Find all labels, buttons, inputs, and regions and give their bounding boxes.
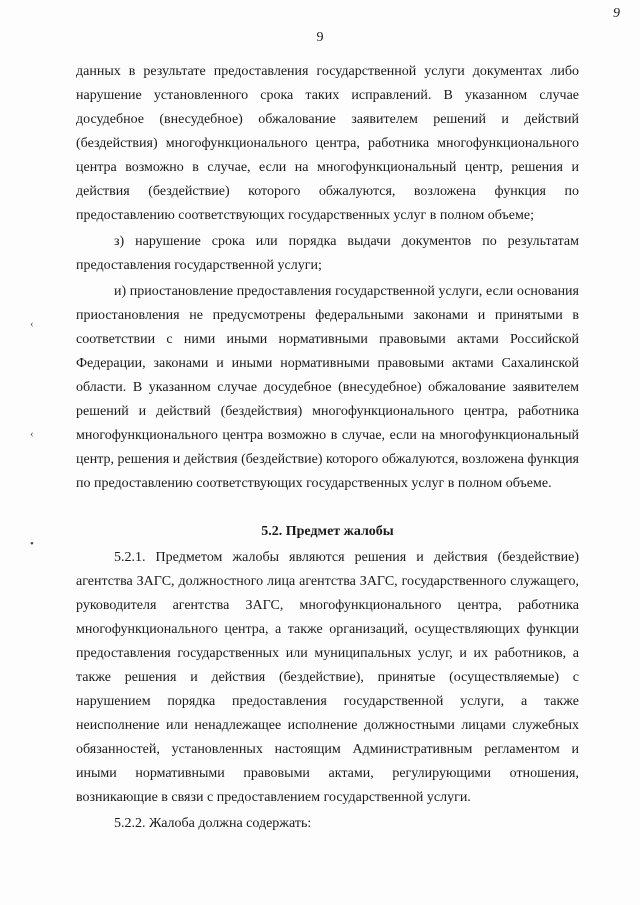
paragraph-item-i: и) приостановление предоставления государственной услуги, если основания приостановления не предусмотрены федеральными законами и принятыми в соответствии с ними иными нормативными правовыми актами Российской Федерации, законами и иными нормативными правовыми актами Сахалинской области. В указанном случае досудебное (внесудебное) обжалование заявителем решений и действий (бездействия) многофункционального центра, работника многофункционального центра возможно в случае, если на многофункциональный центр, решения и действия (бездействие) которого обжалуются, возложена функция по предоставлению соответствующих государственных услуг в полном объеме. xyxy=(76,284,579,491)
paragraph-item-z: з) нарушение срока или порядка выдачи документов по результатам предоставления государственной услуги; xyxy=(76,234,579,273)
margin-tick-mark: ‹ xyxy=(30,428,34,440)
section-heading: 5.2. Предмет жалобы xyxy=(261,524,394,539)
margin-dot-mark: • xyxy=(30,538,34,550)
paragraph-5-2-2: 5.2.2. Жалоба должна содержать: xyxy=(114,816,312,831)
paragraph-continuation: данных в результате предоставления государственной услуги документах либо нарушение установленного срока таких исправлений. В указанном случае досудебное (внесудебное) обжалование заявителем решений и действий (бездействия) многофункционального центра, работника многофункционального центра возможно в случае, если на многофункциональный центр, решения и действия (бездействие) которого обжалуются, возложена функция по предоставлению соответствующих государственных услуг в полном объеме; xyxy=(76,64,579,223)
corner-mark: 9 xyxy=(613,6,620,21)
paragraph-5-2-1: 5.2.1. Предметом жалобы являются решения и действия (бездействие) агентства ЗАГС, должностного лица агентства ЗАГС, государственного служащего, руководителя агентства ЗАГС, многофункционального центра, работника многофункционального центра, а также организаций, осуществляющих функции предоставления государственных или муниципальных услуг, и их работников, а также решения и действия (бездействие), принятые (осуществляемые) с нарушением порядка предоставления государственной услуги, а также неисполнение или ненадлежащее исполнение должностными лицами служебных обязанностей, установленных настоящим Административным регламентом и иными нормативными правовыми актами, регулирующими отношения, возникающие в связи с предоставлением государственной услуги. xyxy=(76,550,579,805)
page-number: 9 xyxy=(316,30,324,45)
margin-tick-mark: ‹ xyxy=(30,318,34,330)
document-body xyxy=(76,60,579,836)
